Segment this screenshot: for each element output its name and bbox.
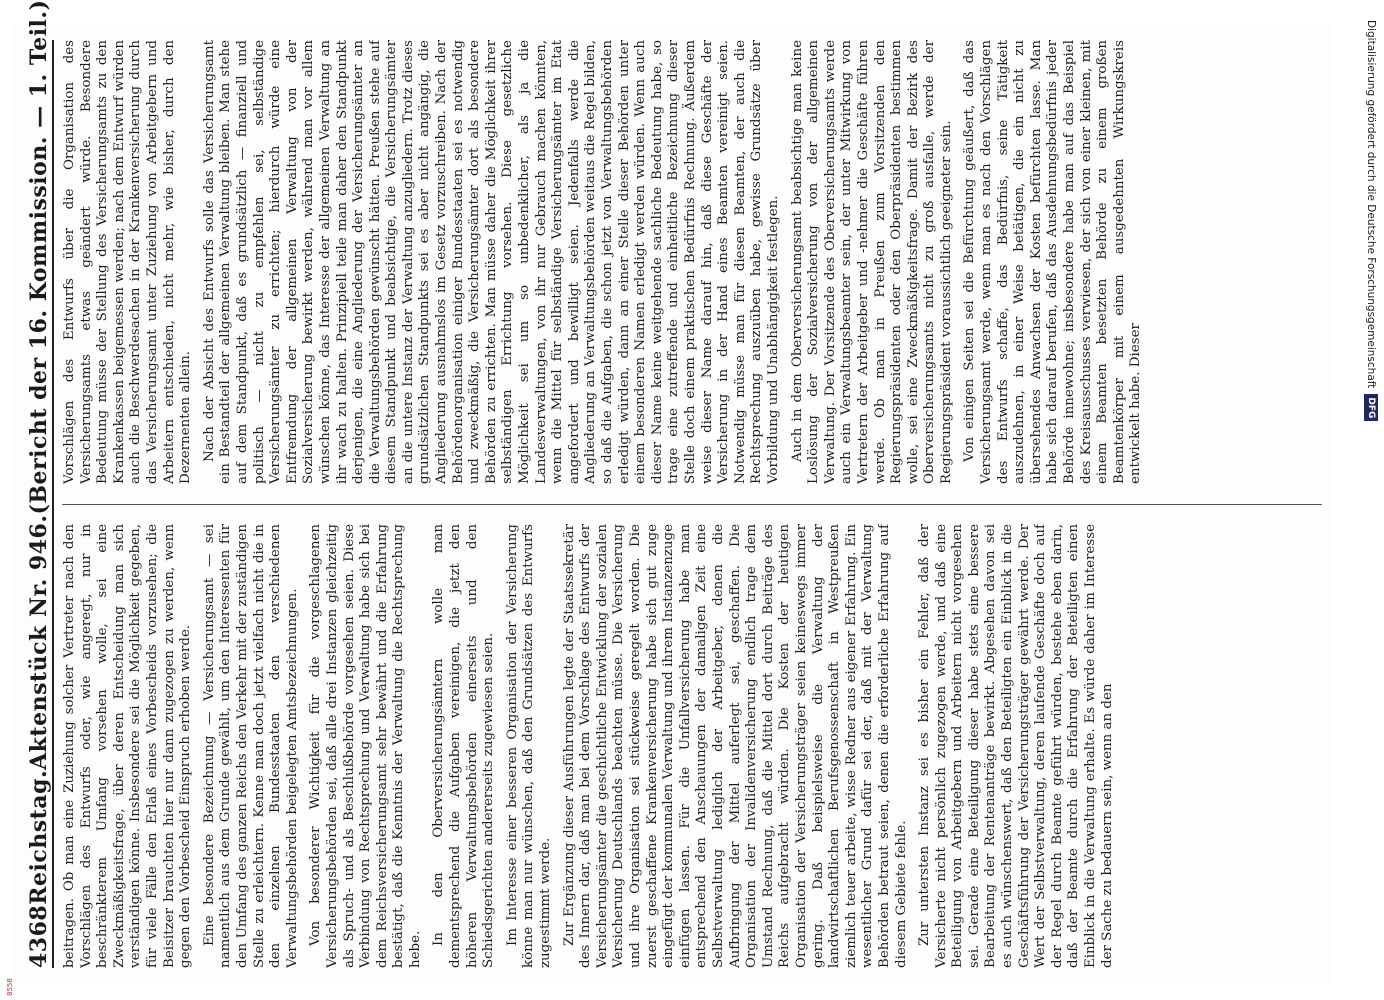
paragraph: Nach der Absicht des Entwurfs solle das Versicherungsamt ein Bestandteil der allgemeinen Verwaltung bleiben. Man stehe auf dem Standpunkt, daß es grundsätzlich — finanziell und politisch — nicht zu empfehlen sei, selbständige Versicherungsämter zu errichten; hierdurch würde eine Entfremdung der allgemeinen Verwaltung von der Sozialversicherung bewirkt werden, während man vor allem wünschen könne, das Interesse der allgemeinen Verwaltung an ihr wach zu halten. Prinzipiell teile man daher den Standpunkt derjenigen, die eine Angliederung der Versicherungsämter an die Verwaltungsbehörden gewünscht hätten. Preußen stehe auf diesem Standpunkt und beabsichtige, die Versicherungsämter an die untere Instanz der Verwaltung anzugliedern. Trotz dieses grundsätzlichen Standpunkts sei es aber nicht angängig, die Angliederung ausnahmslos im Gesetz vorzuschreiben. Nach der Behördenorganisation einiger Bundesstaaten sei es notwendig und zweckmäßig, die Versicherungsämter dort als besondere Behörden zu errichten. Man müsse daher die Möglichkeit ihrer selbständigen Errichtung vorsehen. Diese gesetzliche Möglichkeit sei um so unbedenklicher, als ja die Landesverwaltungen, von ihr nur Gebrauch machen könnten, wenn die Mittel für selbständige Versicherungsämter im Etat angefordert und bewilligt seien. Jedenfalls werde die Angliederung an Verwaltungsbehörden weitaus die Regel bilden, so daß die Aufgaben, die schon jetzt von Verwaltungsbehörden erledigt würden, dann an einer Stelle dieser Behörden unter einem besonderen Namen erledigt werden würden. Wenn auch dieser Name keine weitgehende sachliche Bedeutung habe, so trage eine zutreffende und einheitliche Bezeichnung dieser Stelle doch einem praktischen Bedürfnis Rechnung. Äußerdem weise dieser Name darauf hin, daß diese Geschäfte der Versicherung in der Hand eines Beamten vereinigt seien. Notwendig müsse man für diesen Beamten, der auch die Rechtsprechung auszuüben habe, gewisse Grundsätze über Vorbildung und Unabhängigkeit festlegen. bbox=[201, 40, 781, 484]
paragraph: beitragen. Ob man eine Zuziehung solcher Vertreter nach den Vorschlägen des Entwurfs oder, wie angeregt, nur in beschränkterem Umfang vorsehen wolle, sei eine Zweckmäßigkeitsfrage, über deren Entscheidung man sich verständigen könne. Insbesondere sei die Möglichkeit gegeben, für viele Fälle den Erlaß eines Vorbescheids vorzusehen; die Beisitzer brauchten hier nur dann zugezogen zu werden, wenn gegen den Vorbescheid Einspruch erhoben werde. bbox=[62, 524, 194, 968]
credit-text: Digitalisierung gefördert durch die Deutsche Forschungsgemeinschaft bbox=[1365, 20, 1377, 389]
text-column-left bbox=[62, 524, 1326, 968]
dfg-logo-icon: DFG bbox=[1364, 394, 1378, 421]
header-right-title: (Bericht der 16. Kommission. — 1. Teil.) bbox=[26, 0, 52, 515]
paragraph: Zur untersten Instanz sei es bisher ein Fehler, daß der Versicherte nicht persönlich zugezogen werde, und daß eine Beteiligung von Arbeitgebern und Arbeitern nicht vorgesehen sei. Gerade eine Beteiligung dieser habe stets eine bessere Bearbeitung der Rentenanträge bewirkt. Abgesehen davon sei es auch wünschenswert, daß den Beteiligten ein Einblick in die Geschäftsführung der Versicherungsträger gewährt werde. Der Wert der Selbstverwaltung, deren laufende Geschäfte doch auf der Regel durch Beamte geführt würden, bestehe eben darin, daß der Beamte durch die Erfahrung der Beteiligten einen Einblick in die Verwaltung erhalte. Es würde daher im Interesse der Sache zu bedauern sein, wenn an den bbox=[917, 524, 1115, 968]
paragraph: Auch in dem Oberversicherungsamt beabsichtige man keine Loslösung der Sozialversicherung von der allgemeinen Verwaltung. Der Vorsitzende des Oberversicherungsamts werde auch ein Verwaltungsbeamter sein, der unter Mitwirkung von Vertretern der Arbeitgeber und -nehmer die Geschäfte führen werde. Ob man in Preußen zum Vorsitzenden den Regierungspräsidenten oder den Oberpräsidenten bestimmen wolle, sei eine Zweckmäßigkeitsfrage. Damit der Bezirk des Oberversicherungsamts nicht zu groß ausfalle, werde der Regierungspräsident voraussichtlich geeigneter sein. bbox=[789, 40, 954, 484]
scan-marker: 8558 bbox=[6, 978, 14, 996]
paragraph: Vorschlägen des Entwurfs über die Organisation des Versicherungsamts etwas geändert würde. Besondere Bedeutung müsse der Stellung des Versicherungsamts zu den Krankenkassen beigemessen werden; nach dem Entwurf würden auch die Beschwerdesachen in der Krankenversicherung durch das Versicherungsamt unter Zuziehung von Arbeitgebern und Arbeitern entschieden, nicht mehr, wie bisher, durch den Dezernenten allein. bbox=[62, 40, 194, 484]
paragraph: In den Oberversicherungsämtern wolle man dementsprechend die Aufgaben vereinigen, die jetzt den höheren Verwaltungsbehörden einerseits und den Schiedsgerichten andererseits zugewiesen seien. bbox=[431, 524, 497, 968]
rotated-document-page bbox=[12, 0, 1332, 984]
paragraph: Zur Ergänzung dieser Ausführungen legte der Staatssekretär des Innern dar, daß man bei dem Vorschlage des Entwurfs der Versicherungsämter die geschichtliche Entwicklung der sozialen Versicherung Deutschlands beachten müsse. Die Versicherung und ihre Organisation sei stückweise geregelt worden. Die zuerst geschaffene Krankenversicherung habe sich gut zuge eingefügt der kommunalen Verwaltung und ihrem Instanzenzuge einfügen lassen. Für die Unfallversicherung habe man entsprechend den Anschauungen der damaligen Zeit eine Selbstverwaltung lediglich der Arbeitgeber, denen die Aufbringung der Mittel auferlegt sei, geschaffen. Die Organisation der Invalidenversicherung endlich trage dem Umstand Rechnung, daß die Mittel dort durch Beiträge des Reichs aufgebracht würden. Die Kosten der heutigen Organisation der Versicherungsträger seien keineswegs immer gering. Daß beispielsweise die Verwaltung der landwirtschaftlichen Berufsgenossenschaft in Westpreußen ziemlich teuer arbeite, wisse Redner aus eigener Erfahrung. Ein wesentlicher Grund dafür sei der, daß mit der Verwaltung Behörden betraut seien, denen die erforderliche Erfahrung auf diesem Gebiete fehle. bbox=[561, 524, 909, 968]
paragraph: Im Interesse einer besseren Organisation der Versicherung könne man nur wünschen, daß den Grundsätzen des Entwurfs zugestimmt werde. bbox=[504, 524, 554, 968]
page-header bbox=[18, 0, 54, 968]
paragraph: Eine besondere Bezeichnung — Versicherungsamt — sei namentlich aus dem Grunde gewählt, um den Interessenten für den Umfang des ganzen Reichs den Verkehr mit der zuständigen Stelle zu erleichtern. Kenne man doch jetzt vielfach nicht die in den einzelnen Bundesstaaten den verschiedenen Verwaltungsbehörden beigelegten Amtsbezeichnungen. bbox=[201, 524, 300, 968]
page-number: 4368 bbox=[26, 904, 52, 968]
header-center-title: Aktenstück Nr. 946. bbox=[26, 514, 52, 770]
column-divider bbox=[62, 504, 1322, 505]
digitization-credit bbox=[1366, 20, 1380, 980]
header-left-title: Reichstag. bbox=[26, 769, 52, 905]
paragraph: Von besonderer Wichtigkeit für die vorgeschlagenen Versicherungsbehörden sei, daß alle drei Instanzen gleichzeitig als Spruch- und als Beschlußbehörde vorgesehen seien. Diese Verbindung von Rechtsprechung und Verwaltung habe sich bei dem Reichsversicherungsamt sehr bewährt und die Erfahrung bestätigt, daß die Kenntnis der Verwaltung die Rechtsprechung hebe. bbox=[308, 524, 423, 968]
text-column-right bbox=[62, 40, 1326, 484]
paragraph: Von einigen Seiten sei die Befürchtung geäußert, daß das Versicherungsamt werde, wenn man es nach den Vorschlägen des Entwurfs schaffe, das Bedürfnis, seine Tätigkeit auszudehnen, in einer Weise betätigen, die ein nicht zu übersehendes Anwachsen der Kosten befürchten lasse. Man habe sich darauf berufen, daß das Ausdehnungsbedürfnis jeder Behörde innewohne; insbesondere habe man auf das Beispiel des Kreisausschusses verwiesen, der sich von einer kleinen, mit einem Beamten besetzten Behörde zu einem großen Beamtenkörper mit einem ausgedehnten Wirkungskreis entwickelt habe. Dieser bbox=[962, 40, 1144, 484]
